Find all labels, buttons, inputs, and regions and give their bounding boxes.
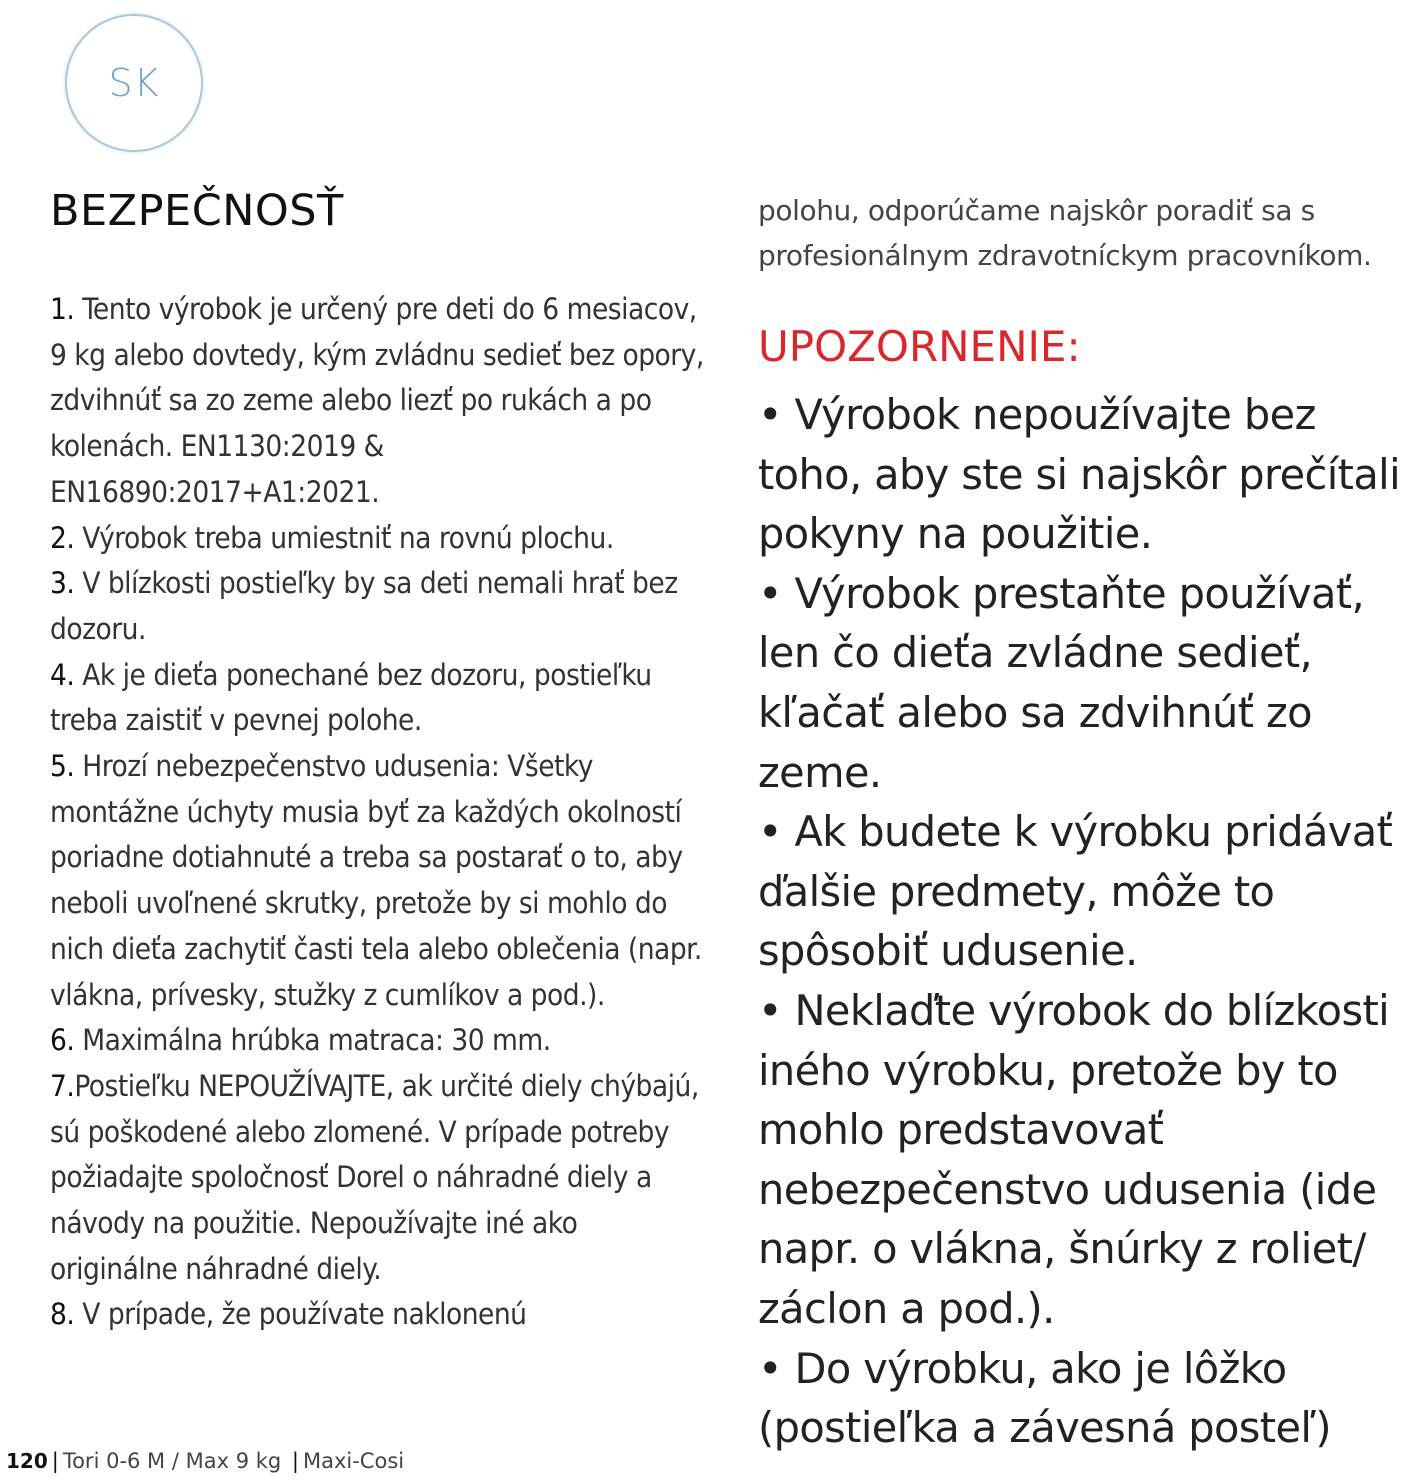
- footer-brand: Maxi-Cosi: [302, 1449, 405, 1473]
- safety-item-3: 3. V blízkosti postieľky by sa deti nemali hrať bez dozoru.: [50, 566, 678, 646]
- safety-item-1: 1. Tento výrobok je určený pre deti do 6 mesiacov, 9 kg alebo dovtedy, kým zvládnu sedieť bez opory, zdvihnúť sa zo zeme alebo liezť po rukách a po kolenách. EN1130:2019 & EN16890:2017+A1:2021.: [50, 292, 704, 509]
- warning-item: • Výrobok nepoužívajte bez toho, aby ste si najskôr prečítali pokyny na použitie.: [758, 390, 1401, 559]
- footer-product: Tori 0-6 M / Max 9 kg: [62, 1449, 282, 1473]
- safety-item-7: 7.Postieľku NEPOUŽÍVAJTE, ak určité diely chýbajú, sú poškodené alebo zlomené. V prípade potreby požiadajte spoločnosť Dorel o náhradné diely a návody na použitie. Nepoužívajte iné ako originálne náhradné diely.: [50, 1068, 699, 1286]
- warning-item: • Ak budete k výrobku pridávať ďalšie predmety, môže to spôsobiť udusenie.: [758, 807, 1393, 976]
- safety-item-5: 5. Hrozí nebezpečenstvo udusenia: Všetky montážne úchyty musia byť za každých okolností poriadne dotiahnuté a treba sa postarať o to, aby neboli uvoľnené skrutky, pretože by si mohlo do nich dieťa zachytiť časti tela alebo oblečenia (napr. vlákna, prívesky, stužky z cumlíkov a pod.).: [50, 749, 702, 1012]
- safety-item-4: 4. Ak je dieťa ponechané bez dozoru, postieľku treba zaistiť v pevnej polohe.: [50, 657, 652, 738]
- safety-item-6: 6. Maximálna hrúbka matraca: 30 mm.: [50, 1023, 551, 1058]
- section-title: BEZPEČNOSŤ: [50, 186, 344, 236]
- page-footer: [6, 1449, 404, 1473]
- warning-item: • Neklaďte výrobok do blízkosti iného výrobku, pretože by to mohlo predstavovať nebezpečenstvo udusenia (ide napr. o vlákna, šnúrky z roliet/ záclon a pod.).: [758, 985, 1390, 1333]
- warning-list: [758, 385, 1418, 1458]
- warning-item: • Do výrobku, ako je lôžko (postieľka a závesná posteľ): [758, 1343, 1331, 1453]
- language-code: SK: [108, 61, 160, 105]
- warning-title: UPOZORNENIE:: [758, 322, 1081, 371]
- safety-list: [50, 287, 710, 1338]
- warning-item: • Výrobok prestaňte používať, len čo dieťa zvládne sedieť, kľačať alebo sa zdvihnúť zo zeme.: [758, 568, 1365, 797]
- language-badge: [65, 14, 203, 152]
- page-number: 120: [6, 1449, 48, 1473]
- footer-divider: |: [51, 1449, 59, 1473]
- footer-divider: |: [285, 1449, 299, 1473]
- safety-item-8: 8. V prípade, že používate naklonenú: [50, 1297, 527, 1332]
- safety-item-8-continuation: polohu, odporúčame najskôr poradiť sa s profesionálnym zdravotníckym pracovníkom.: [758, 194, 1372, 272]
- safety-item-2: 2. Výrobok treba umiestniť na rovnú plochu.: [50, 520, 614, 555]
